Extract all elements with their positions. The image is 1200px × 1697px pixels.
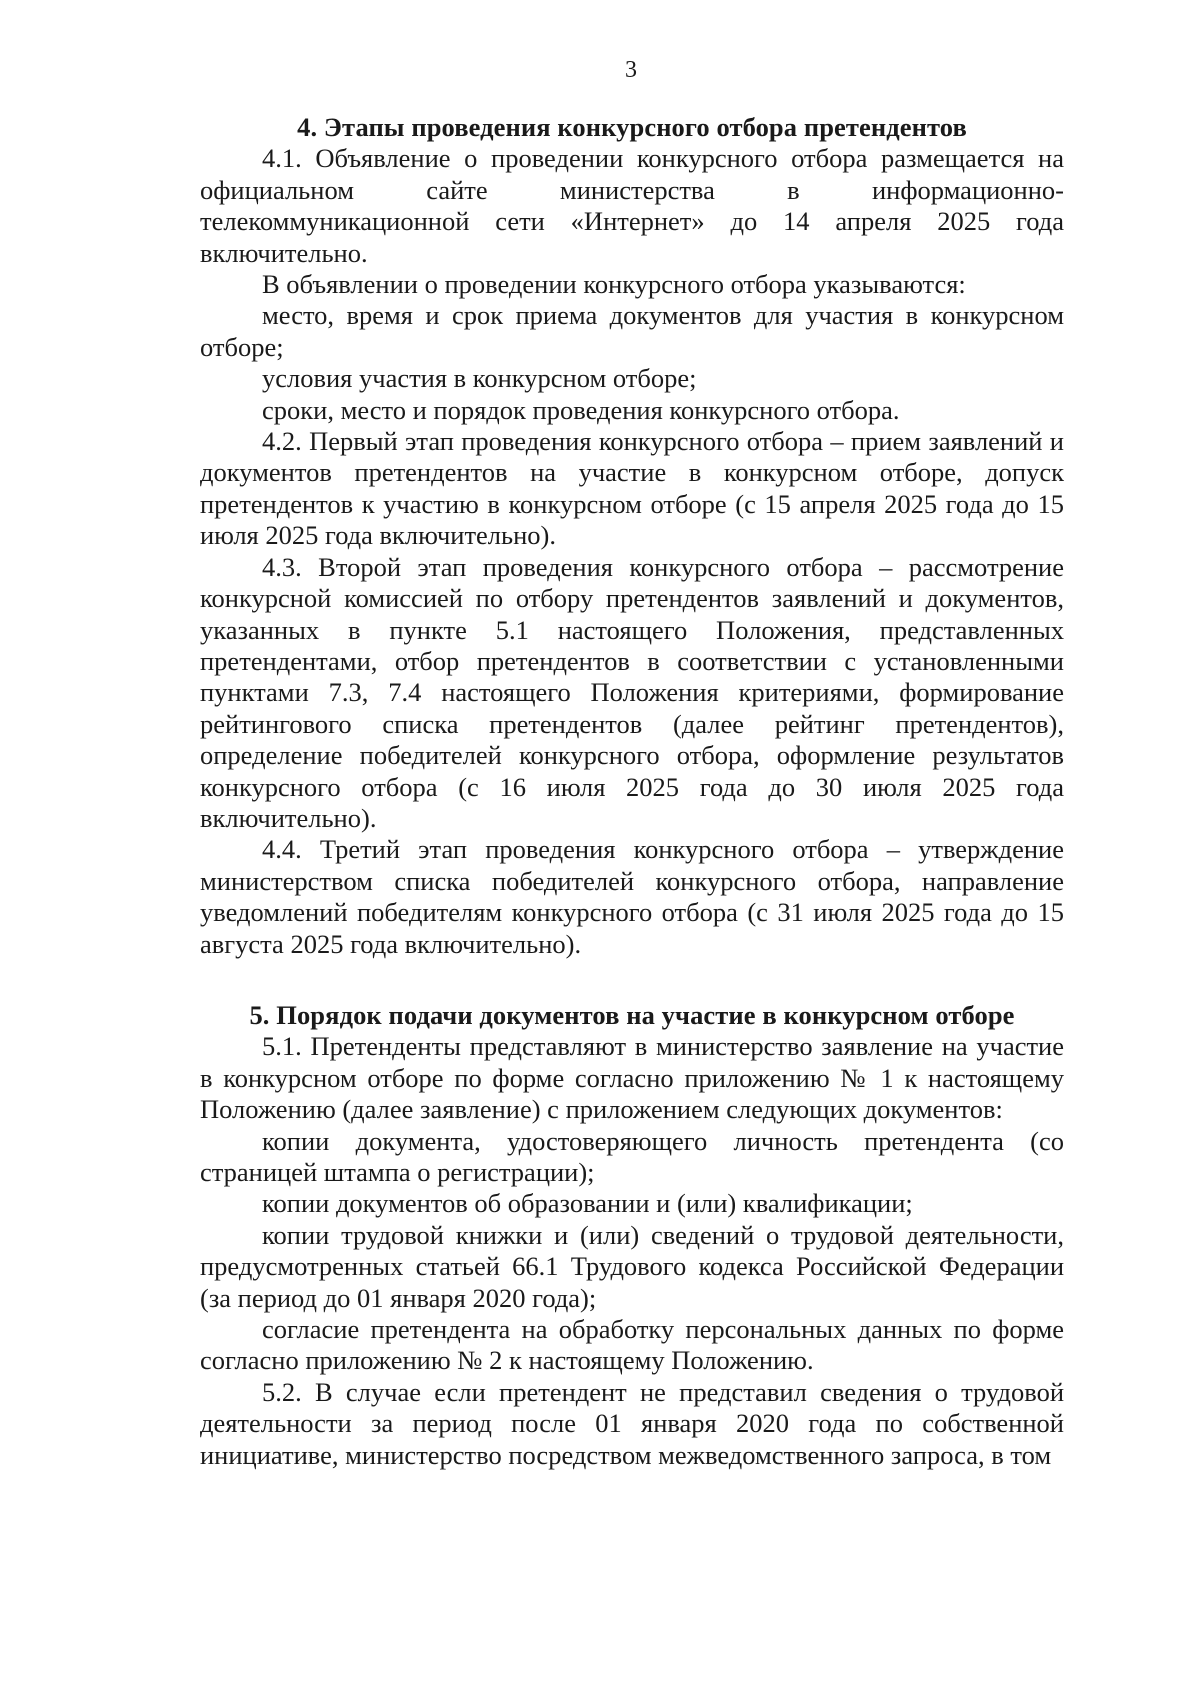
paragraph-4-2: 4.2. Первый этап проведения конкурсного отбора – прием заявлений и документов претендентов на участие в конкурсном отборе, допуск претендентов к участию в конкурсном отборе (с 15 апреля 2025 года до 15 июля 2025 года включительно). [200, 426, 1064, 551]
paragraph-4-3: 4.3. Второй этап проведения конкурсного отбора – рассмотрение конкурсной комиссией по отбору претендентов заявлений и документов, указанных в пункте 5.1 настоящего Положения, представленных претендентами, отбор претендентов в соответствии с установленными пунктами 7.3, 7.4 настоящего Положения критериями, формирование рейтингового списка претендентов (далее рейтинг претендентов), определение победителей конкурсного отбора, оформление результатов конкурсного отбора (с 16 июля 2025 года до 30 июля 2025 года включительно). [200, 551, 1064, 833]
paragraph-5-1: 5.1. Претенденты представляют в министерство заявление на участие в конкурсном отборе по форме согласно приложению № 1 к настоящему Положению (далее заявление) с приложением следующих документов: [200, 1031, 1064, 1125]
paragraph-consent: согласие претендента на обработку персональных данных по форме согласно приложению № 2 к настоящему Положению. [200, 1314, 1064, 1376]
page-number: 3 [625, 57, 637, 83]
paragraph-conditions: условия участия в конкурсном отборе; [262, 363, 697, 394]
section-5-title: 5. Порядок подачи документов на участие в конкурсном отборе [249, 999, 1015, 1030]
paragraph-terms: сроки, место и порядок проведения конкурсного отбора. [262, 394, 900, 425]
paragraph-4-1: 4.1. Объявление о проведении конкурсного отбора размещается на официальном сайте министерства в информационно-телекоммуникационной сети «Интернет» до 14 апреля 2025 года включительно. [200, 143, 1064, 268]
paragraph-4-4: 4.4. Третий этап проведения конкурсного отбора – утверждение министерством списка победителей конкурсного отбора, направление уведомлений победителям конкурсного отбора (с 31 июля 2025 года до 15 августа 2025 года включительно). [200, 834, 1064, 959]
paragraph-place-time: место, время и срок приема документов для участия в конкурсном отборе; [200, 300, 1064, 362]
paragraph-copies-education: копии документов об образовании и (или) квалификации; [262, 1188, 913, 1219]
paragraph-5-2: 5.2. В случае если претендент не представил сведения о трудовой деятельности за период после 01 января 2020 года по собственной инициативе, министерство посредством межведомственного запроса, в том [200, 1376, 1064, 1470]
paragraph-announcement: В объявлении о проведении конкурсного отбора указываются: [262, 269, 966, 300]
paragraph-copies-work-record: копии трудовой книжки и (или) сведений о трудовой деятельности, предусмотренных статьей 66.1 Трудового кодекса Российской Федерации (за период до 01 января 2020 года); [200, 1219, 1064, 1313]
document-body [200, 112, 1064, 1471]
paragraph-copies-id: копии документа, удостоверяющего личность претендента (со страницей штампа о регистрации); [200, 1125, 1064, 1187]
section-4-title: 4. Этапы проведения конкурсного отбора претендентов [297, 112, 967, 142]
